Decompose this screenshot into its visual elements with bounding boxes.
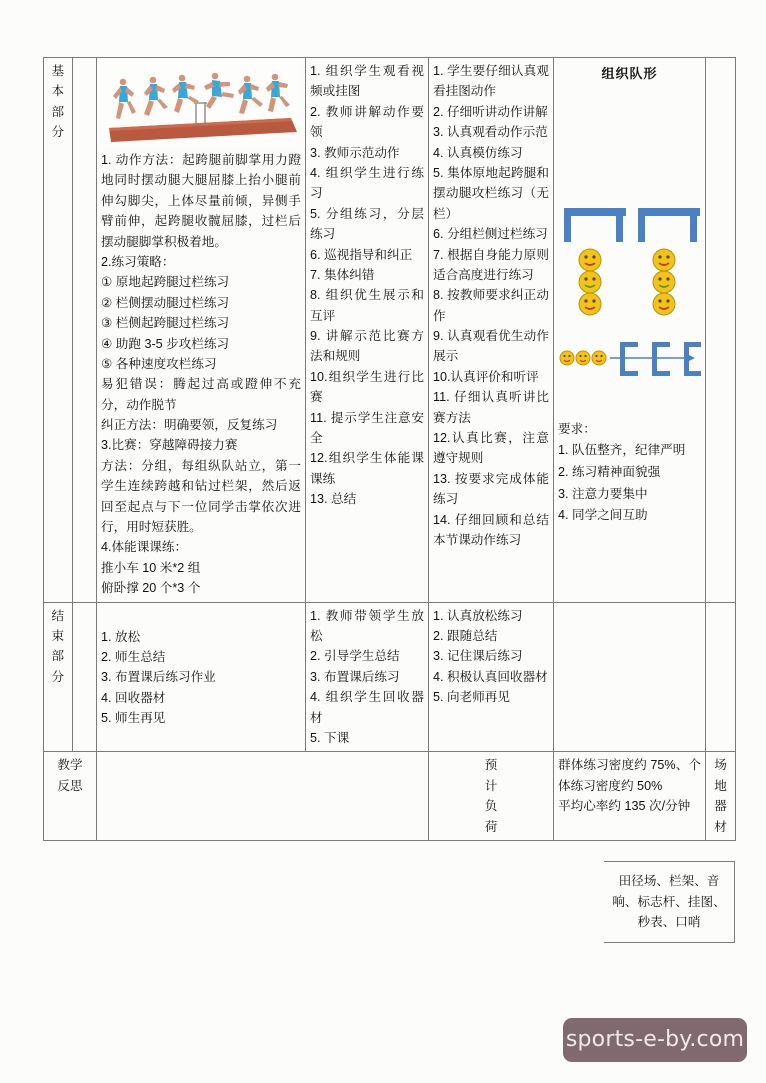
student-smiley-icon: [576, 351, 590, 365]
load-label-char: 荷: [484, 819, 498, 834]
phase-char: 基: [51, 64, 65, 78]
reflection-label-line: 教学: [57, 758, 83, 773]
content-paragraph: ① 原地起跨腿过栏练习: [101, 275, 230, 290]
student-activity-cell-main: [429, 58, 554, 603]
content-paragraph: 2.练习策略：: [101, 254, 175, 269]
list-item: 4. 积极认真回收器材: [433, 669, 548, 684]
equipment-label-char: 地: [714, 778, 727, 793]
reflection-label-line: 反思: [57, 778, 83, 793]
list-item: 3. 布置课后练习: [310, 669, 400, 684]
list-item: 3. 布置课后练习作业: [101, 670, 216, 685]
list-item: 8. 按教师要求纠正动作: [433, 288, 549, 323]
phase-label-closing: [44, 602, 73, 752]
content-paragraph: 1. 动作方法：起跨腿前脚掌用力蹬地同时摆动腿大腿屈膝上抬小腿前伸勾脚尖，上体尽量前倾，异侧手臂前伸，起跨腿收髋屈膝，过栏后摆动腿脚掌积极着地。: [101, 153, 301, 249]
list-item: 6. 分组栏侧过栏练习: [433, 227, 548, 242]
requirement-item: 2. 练习精神面貌强: [558, 465, 661, 480]
content-paragraph: 4.体能课课练：: [101, 540, 188, 555]
student-smiley-icon: [579, 271, 601, 293]
content-cell-main: [97, 58, 306, 603]
table-row-footer: [44, 752, 736, 841]
reflection-text-area[interactable]: [97, 752, 429, 841]
list-item: 1. 学生要仔细认真观看挂图动作: [433, 64, 549, 99]
load-text-cell: [554, 752, 706, 841]
list-item: 12.认真比赛，注意遵守规则: [433, 431, 549, 466]
list-item: 2. 仔细听讲动作讲解: [433, 104, 548, 119]
site-watermark: sports-e-by.com: [563, 1018, 747, 1062]
list-item: 11. 仔细认真听讲比赛方法: [433, 390, 549, 425]
hurdle-icon: [564, 208, 626, 242]
load-line: 平均心率约 135 次/分钟: [558, 799, 691, 814]
student-activity-cell-closing: [429, 602, 554, 752]
content-paragraph: 纠正方法：明确要领，反复练习: [101, 418, 278, 433]
tail-cell-main: [706, 58, 736, 603]
requirements-block: [558, 419, 701, 527]
list-item: 13. 总结: [310, 492, 357, 507]
requirement-item: 1. 队伍整齐，纪律严明: [558, 443, 686, 458]
list-item: 10.组织学生进行比赛: [310, 369, 424, 405]
list-item: 3. 教师示范动作: [310, 145, 400, 160]
hurdling-sequence-photo: [101, 62, 301, 148]
list-item: 3. 记住课后练习: [433, 649, 523, 664]
content-cell-closing: [97, 602, 306, 752]
list-item: 4. 组织学生进行练习: [310, 165, 424, 201]
teacher-activity-cell-closing: [306, 602, 429, 752]
content-paragraph: 俯卧撑 20 个*3 个: [101, 581, 201, 596]
load-line: 群体练习密度约 75%、个体练习密度约 50%: [558, 758, 701, 793]
equipment-text-cell: 田径场、栏架、音响、标志杆、挂图、秒表、口哨: [604, 861, 735, 943]
requirements-title: 要求：: [558, 421, 596, 436]
list-item: 6. 巡视指导和纠正: [310, 247, 413, 262]
list-item: 5. 师生再见: [101, 711, 166, 726]
list-item: 9. 认真观看优生动作展示: [433, 329, 549, 364]
list-item: 5. 下课: [310, 730, 350, 745]
content-paragraph: 推小车 10 米*2 组: [101, 560, 201, 575]
reflection-label: [44, 752, 97, 841]
list-item: 4. 回收器材: [101, 690, 166, 705]
list-item: 7. 集体纠错: [310, 267, 375, 282]
list-item: 12.组织学生体能课课练: [310, 451, 424, 486]
list-item: 2. 引导学生总结: [310, 649, 400, 664]
phase-char: 部: [51, 649, 65, 664]
list-item: 2. 教师讲解动作要领: [310, 104, 424, 140]
tail-cell-closing: [706, 602, 736, 752]
phase-char: 分: [51, 669, 65, 684]
equipment-label-char: 场: [714, 758, 727, 773]
load-label: [429, 752, 554, 841]
formation-cell-main: [554, 58, 706, 603]
content-paragraph: 方法：分组，每组纵队站立，第一学生连续跨越和钻过栏架，然后返回至起点与下一位同学击掌依次进行，用时短获胜。: [101, 458, 301, 535]
list-item: 11. 提示学生注意安全: [310, 410, 424, 446]
equipment-label-char: 器: [714, 799, 727, 814]
student-smiley-icon: [653, 249, 675, 271]
list-item: 3. 认真观看动作示范: [433, 125, 548, 140]
list-item: 2. 师生总结: [101, 649, 166, 664]
student-smiley-icon: [579, 249, 601, 271]
list-item: 1. 认真放松练习: [433, 608, 523, 623]
content-paragraph: 3.比赛：穿越障碍接力赛: [101, 438, 238, 453]
list-item: 9. 讲解示范比赛方法和规则: [310, 329, 424, 364]
student-smiley-icon: [579, 293, 601, 315]
list-item: 1. 组织学生观看视频或挂图: [310, 64, 424, 99]
requirement-item: 4. 同学之间互助: [558, 508, 648, 523]
student-smiley-icon: [592, 351, 606, 365]
list-item: 5. 向老师再见: [433, 690, 510, 705]
spacer-cell-main: [73, 58, 97, 603]
phase-char: 本: [51, 84, 65, 99]
requirement-item: 3. 注意力要集中: [558, 486, 648, 501]
load-label-char: 计: [484, 778, 498, 793]
equipment-label-char: 材: [714, 819, 727, 834]
formation-diagram-hurdles-and-lines: [558, 202, 704, 320]
lesson-plan-table: [43, 57, 736, 841]
phase-char: 分: [51, 125, 65, 140]
list-item: 5. 分组练习，分层练习: [310, 206, 424, 242]
formation-title: 组织队形: [601, 66, 658, 81]
list-item: 13. 按要求完成体能练习: [433, 471, 549, 507]
phase-char: 部: [51, 104, 65, 119]
list-item: 8. 组织优生展示和互评: [310, 288, 424, 323]
list-item: 1. 教师带领学生放松: [310, 608, 424, 643]
hurdle-icon: [652, 342, 670, 376]
phase-char: 束: [51, 628, 65, 643]
teacher-activity-cell-main: [306, 58, 429, 603]
phase-char: 结: [51, 608, 65, 623]
load-label-char: 预: [484, 758, 498, 773]
list-item: 7. 根据自身能力原则适合高度进行练习: [433, 247, 549, 282]
list-item: 14. 仔细回顾和总结本节课动作练习: [433, 512, 549, 547]
hurdle-icon: [638, 208, 700, 242]
list-item: 5. 集体原地起跨腿和摆动腿攻栏练习（无栏）: [433, 165, 549, 221]
content-paragraph: ④ 助跑 3-5 步攻栏练习: [101, 336, 230, 351]
content-paragraph: ② 栏侧摆动腿过栏练习: [101, 295, 230, 310]
formation-diagram-relay-course: [558, 338, 704, 384]
table-row-closing-part: [44, 602, 736, 752]
student-smiley-icon: [560, 351, 574, 365]
list-item: 4. 认真模仿练习: [433, 145, 523, 160]
list-item: 2. 跟随总结: [433, 628, 498, 643]
student-smiley-icon: [653, 293, 675, 315]
student-smiley-icon: [653, 271, 675, 293]
formation-cell-closing: [554, 602, 706, 752]
list-item: 10.认真评价和听评: [433, 369, 539, 384]
content-paragraph: ③ 栏侧起跨腿过栏练习: [101, 316, 230, 331]
table-row-main-part: [44, 58, 736, 603]
content-paragraph: 易犯错误：腾起过高或蹬伸不充分，动作脱节: [101, 377, 301, 412]
hurdle-icon: [620, 342, 638, 376]
equipment-label: [706, 752, 736, 841]
list-item: 4. 组织学生回收器材: [310, 690, 424, 725]
content-paragraph: ⑤ 各种速度攻栏练习: [101, 356, 217, 371]
phase-label-main: [44, 58, 73, 603]
spacer-cell-closing: [73, 602, 97, 752]
load-label-char: 负: [484, 799, 498, 814]
list-item: 1. 放松: [101, 629, 141, 644]
